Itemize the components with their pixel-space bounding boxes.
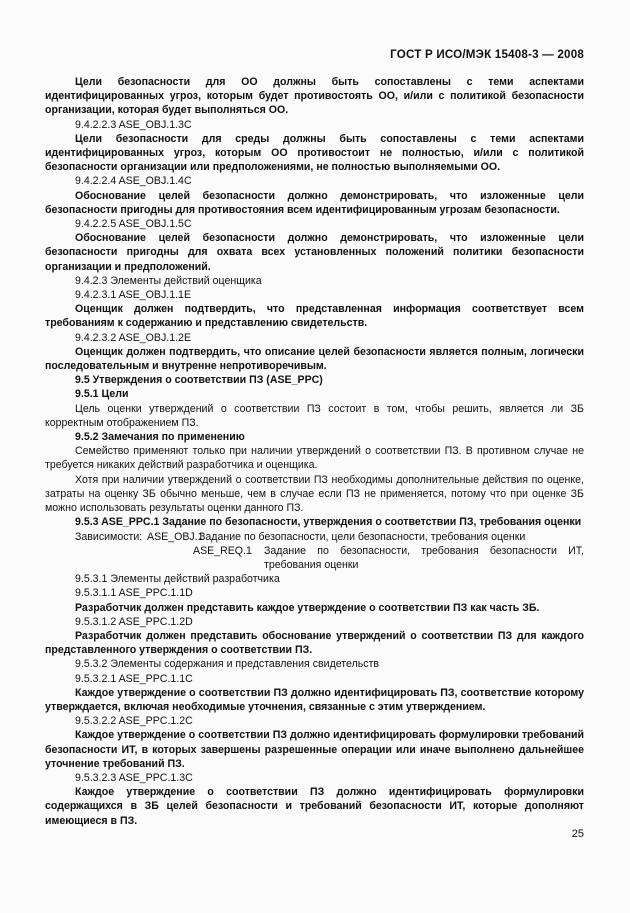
dependency-text: Задание по безопасности, требования безопасности ИТ, требования оценки <box>264 544 584 571</box>
bold-paragraph: Оценщик должен подтвердить, что описание целей безопасности является полным, логически последовательным и внутренне непротиворечивым. <box>45 345 584 373</box>
page-body <box>45 75 584 828</box>
dependency-text: Задание по безопасности, цели безопасности, требования оценки <box>199 530 526 543</box>
standard-header: ГОСТ Р ИСО/МЭК 15408-3 — 2008 <box>390 48 584 61</box>
bold-paragraph: Обоснование целей безопасности должно демонстрировать, что изложенные цели безопасности пригодны для противостояния всем идентифицированным угрозам безопасности. <box>45 189 584 216</box>
bold-paragraph: Цели безопасности для ОО должны быть сопоставлены с теми аспектами идентифицированных угроз, которым будет противостоять ОО, и/или с политикой безопасности организации, которая будет выполняться ОО. <box>45 76 584 117</box>
bold-paragraph: 9.5.1 Цели <box>75 388 129 401</box>
paragraph: 9.5.3.1 Элементы действий разработчика <box>75 573 280 586</box>
paragraph: 9.4.2.3.1 ASE_OBJ.1.1E <box>75 289 192 302</box>
paragraph: 9.5.3.2 Элементы содержания и представления свидетельств <box>75 658 380 671</box>
bold-paragraph: 9.5.2 Замечания по применению <box>75 431 245 444</box>
paragraph: 9.4.2.3.2 ASE_OBJ.1.2E <box>75 331 192 344</box>
bold-paragraph: 9.5.3 ASE_PPC.1 Задание по безопасности, утверждения о соответствии ПЗ, требования оценки <box>75 516 582 529</box>
paragraph: 9.4.2.2.4 ASE_OBJ.1.4C <box>75 175 192 188</box>
paragraph: 9.5.3.1.2 ASE_PPC.1.2D <box>75 615 193 628</box>
paragraph: 9.5.3.2.2 ASE_PPC.1.2C <box>75 715 193 728</box>
paragraph: 9.4.2.2.5 ASE_OBJ.1.5C <box>75 218 192 231</box>
bold-paragraph: Разработчик должен представить обоснование утверждений о соответствии ПЗ для каждого представленного утверждения о соответствии ПЗ. <box>45 629 584 657</box>
bold-paragraph: Цели безопасности для среды должны быть сопоставлены с теми аспектами идентифицированных угроз, которым ОО противостоит не полностью, и/или с политикой безопасности организации или предположениями, не полностью выполняемыми ОО. <box>45 132 584 174</box>
bold-paragraph: Разработчик должен представить каждое утверждение о соответствии ПЗ как часть ЗБ. <box>75 601 540 614</box>
bold-paragraph: Обоснование целей безопасности должно демонстрировать, что изложенные цели безопасности пригодны для охвата всех установленных положений политики безопасности организации и предположений. <box>45 232 584 273</box>
paragraph: Хотя при наличии утверждений о соответствии ПЗ необходимы дополнительные действия по оценке, затраты на оценку ЗБ обычно меньше, чем в случае если ПЗ не применяется, потому что при оценке ЗБ можно использовать результаты оценки данного ПЗ. <box>45 473 584 515</box>
bold-paragraph: Каждое утверждение о соответствии ПЗ должно идентифицировать формулировки требований безопасности ИТ, в которых завершены разрешенные операции или иначе выполнено дальнейшее уточнение требований ПЗ. <box>45 729 584 770</box>
page-number: 25 <box>571 828 584 840</box>
bold-paragraph: Оценщик должен подтвердить, что представленная информация соответствует всем требованиям к содержанию и представлению свидетельств. <box>45 303 584 330</box>
paragraph: 9.4.2.3 Элементы действий оценщика <box>75 274 262 287</box>
paragraph: 9.4.2.2.3 ASE_OBJ.1.3C <box>75 118 192 131</box>
bold-paragraph: Каждое утверждение о соответствии ПЗ должно идентифицировать ПЗ, соответствие которому утверждается, включая необходимые уточнения, связанные с этим утверждением. <box>45 686 584 713</box>
dependencies-label: Зависимости: <box>75 530 143 543</box>
paragraph: Цель оценки утверждений о соответствии ПЗ состоит в том, чтобы решить, является ли ЗБ корректным отображением ПЗ. <box>45 402 584 429</box>
dependency-item <box>193 544 584 572</box>
dependencies-row <box>45 530 584 544</box>
dependency-code: ASE_REQ.1 <box>193 544 252 557</box>
paragraph: 9.5.3.1.1 ASE_PPC.1.1D <box>75 587 193 600</box>
paragraph: 9.5.3.2.1 ASE_PPC.1.1C <box>75 672 193 685</box>
dependency-code: ASE_OBJ.1 <box>147 530 204 543</box>
paragraph: 9.5.3.2.3 ASE_PPC.1.3C <box>75 771 193 784</box>
paragraph-block <box>45 572 584 828</box>
paragraph-block <box>45 75 584 530</box>
bold-paragraph: Каждое утверждение о соответствии ПЗ должно идентифицировать формулировки содержащихся в ЗБ целей безопасности и требований безопасности ИТ, которые дополняют имеющиеся в ПЗ. <box>45 786 584 827</box>
bold-paragraph: 9.5 Утверждения о соответствии ПЗ (ASE_PPC) <box>75 374 323 387</box>
paragraph: Семейство применяют только при наличии утверждений о соответствии ПЗ. В противном случае не требуется никаких действий разработчика и оценщика. <box>45 445 584 472</box>
